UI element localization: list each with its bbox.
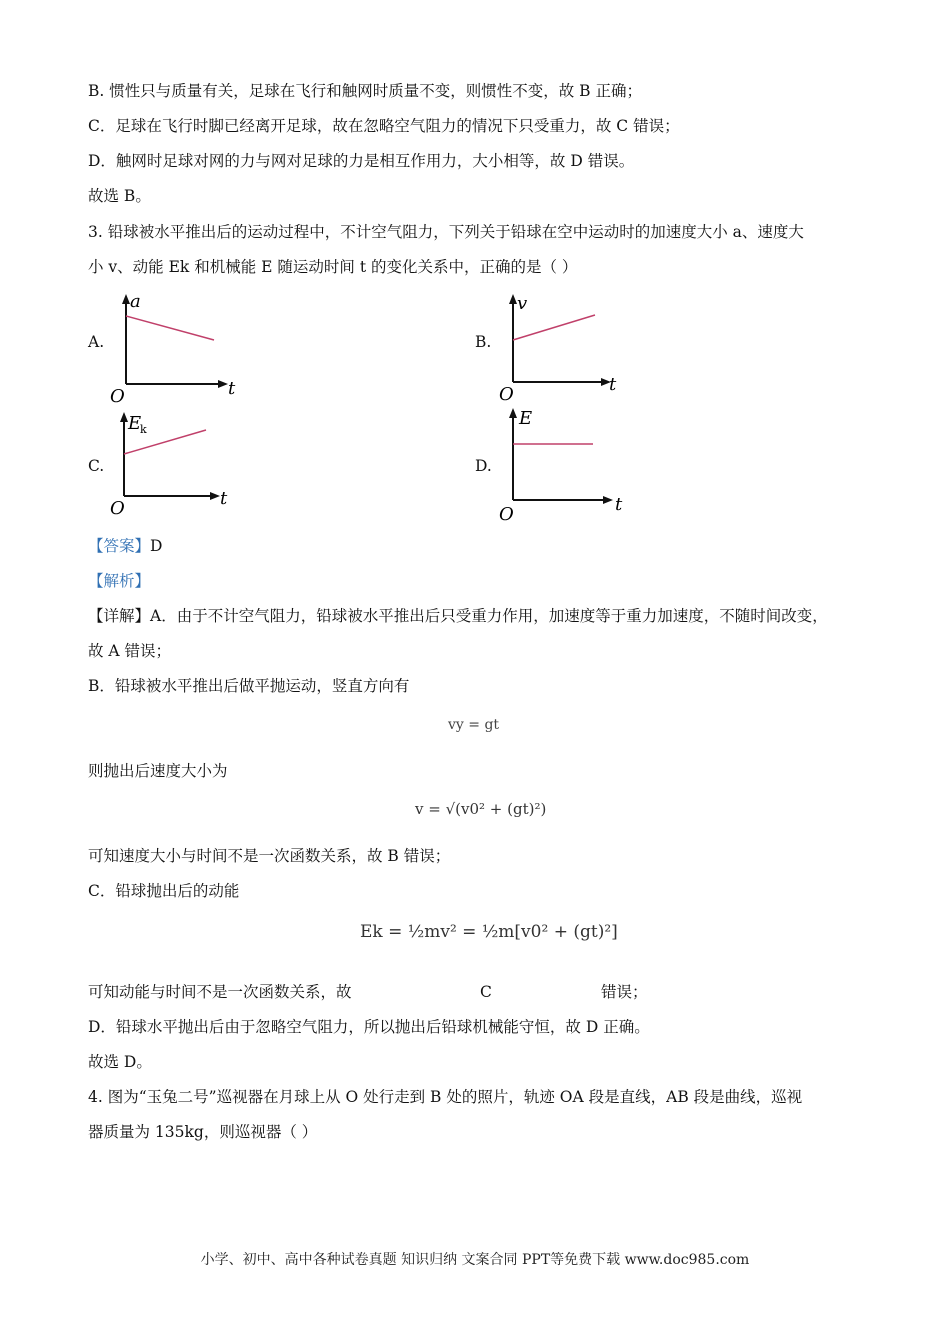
- graph-a: [108, 292, 248, 404]
- option-c-label: C.: [88, 457, 105, 475]
- detail-text: A．由于不计空气阻力，铅球被水平推出后只受重力作用，加速度等于重力加速度，不随时间改变，: [150, 607, 828, 625]
- text-line: 故选 D。: [88, 1053, 152, 1071]
- text-fragment: 错误；: [601, 983, 648, 1001]
- answer-tag: 【答案】: [88, 537, 151, 555]
- graph-c: [108, 408, 248, 520]
- graph-d: [495, 404, 635, 524]
- text-fragment: C: [480, 983, 492, 1001]
- text-line: C．铅球抛出后的动能: [88, 882, 240, 900]
- detail-tag: 【详解】: [88, 607, 151, 625]
- graph-b: [495, 292, 635, 404]
- equation-v: v = √(v0² + (gt)²): [415, 800, 547, 818]
- question-4-line-1: 4. 图为“玉兔二号”巡视器在月球上从 O 处行走到 B 处的照片，轨迹 OA 段是直线，AB 段是曲线，巡视: [88, 1088, 803, 1106]
- text-line: D．铅球水平抛出后由于忽略空气阻力，所以抛出后铅球机械能守恒，故 D 正确。: [88, 1018, 650, 1036]
- text-line: 则抛出后速度大小为: [88, 762, 228, 780]
- text-line: 可知动能与时间不是一次函数关系，故: [88, 983, 352, 1001]
- graph-a-origin: O: [110, 386, 125, 404]
- text-line: B. 惯性只与质量有关，足球在飞行和触网时质量不变，则惯性不变，故 B 正确；: [88, 82, 642, 100]
- answer-value: D: [150, 537, 163, 555]
- question-3-line-2: 小 v、动能 Ek 和机械能 E 随运动时间 t 的变化关系中，正确的是（ ）: [88, 258, 578, 276]
- question-3-line-1: 3. 铅球被水平推出后的运动过程中，不计空气阻力，下列关于铅球在空中运动时的加速度大小 a、速度大: [88, 223, 804, 241]
- analysis-tag: 【解析】: [88, 572, 151, 590]
- graph-d-xlabel: t: [615, 494, 623, 515]
- graph-c-xlabel: t: [220, 488, 228, 509]
- option-b-label: B.: [475, 333, 492, 351]
- graph-b-xlabel: t: [609, 374, 617, 395]
- text-line: D．触网时足球对网的力与网对足球的力是相互作用力，大小相等，故 D 错误。: [88, 152, 635, 170]
- graph-b-origin: O: [499, 384, 514, 404]
- detail-line-1: [88, 605, 828, 627]
- graph-c-origin: O: [110, 498, 125, 519]
- graph-d-origin: O: [499, 504, 514, 524]
- question-4-line-2: 器质量为 135kg，则巡视器（ ）: [88, 1123, 318, 1141]
- graph-a-ylabel: a: [130, 292, 141, 312]
- option-d-label: D.: [475, 457, 492, 475]
- graph-c-ylabel: E: [128, 413, 142, 434]
- text-line: C．足球在飞行时脚已经离开足球，故在忽略空气阻力的情况下只受重力，故 C 错误；: [88, 117, 680, 135]
- graph-a-xlabel: t: [228, 378, 236, 399]
- equation-ek: Ek = ½mv² = ½m[v0² + (gt)²]: [360, 922, 618, 942]
- graph-d-ylabel: E: [519, 408, 533, 429]
- text-line: 故选 B。: [88, 187, 151, 205]
- text-line: B．铅球被水平推出后做平抛运动，竖直方向有: [88, 677, 410, 695]
- equation-vy: vy = gt: [448, 717, 500, 733]
- text-line: 故 A 错误；: [88, 642, 172, 660]
- footer-text: 小学、初中、高中各种试卷真题 知识归纳 文案合同 PPT等免费下载 www.doc985.com: [200, 1252, 750, 1268]
- graph-c-ylabel-sub: k: [140, 423, 147, 436]
- graph-b-ylabel: v: [517, 293, 528, 314]
- text-line: 可知速度大小与时间不是一次函数关系，故 B 错误；: [88, 847, 451, 865]
- answer-line: [88, 535, 162, 557]
- option-a-label: A.: [88, 333, 105, 351]
